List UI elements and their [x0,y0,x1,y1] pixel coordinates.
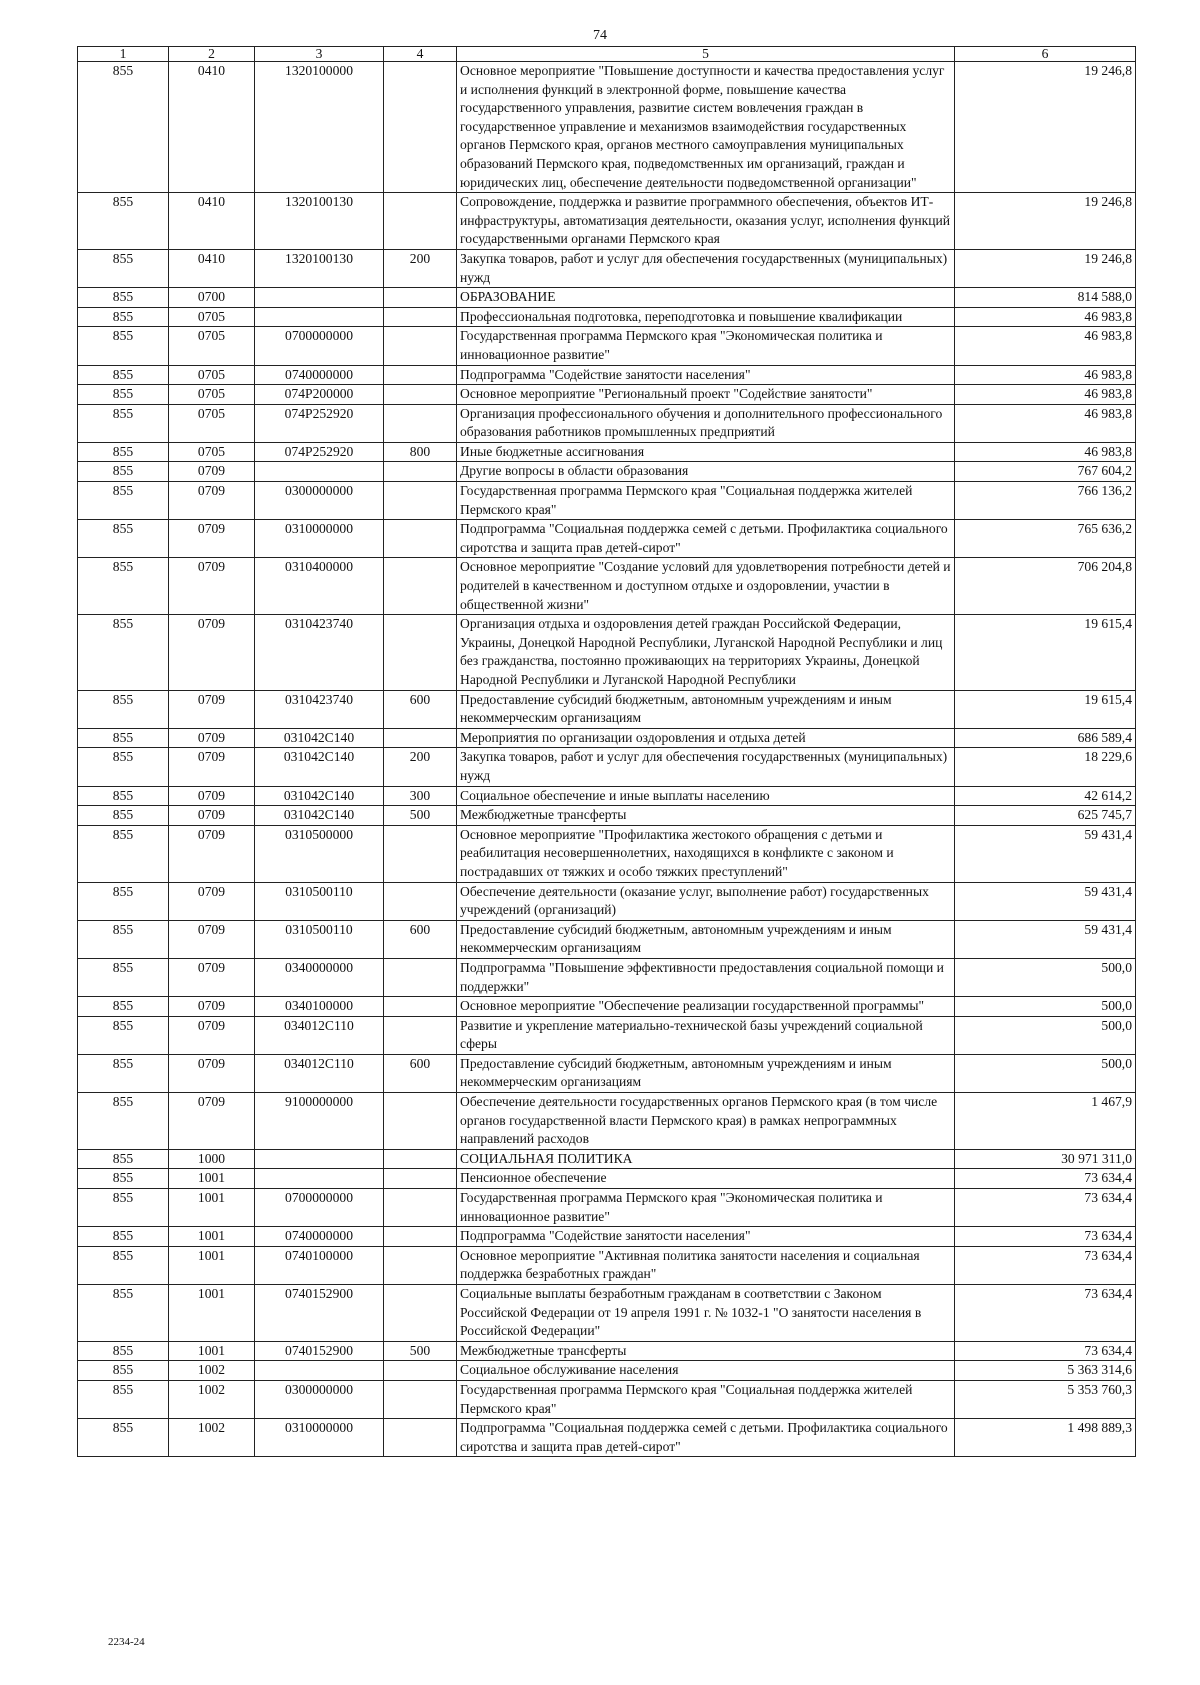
ministry-code-cell: 855 [78,1285,169,1342]
section-code-cell: 1001 [169,1246,255,1284]
ministry-code-cell: 855 [78,327,169,365]
description-cell: Организация отдыха и оздоровления детей граждан Российской Федерации, Украины, Донецкой Народной Республики, Луганской Народной Республики и лиц без гражданства, постоянно проживающих на территориях Украины, Донецкой Народной Республики и Луганской Народной Республики [457,615,955,690]
description-cell: Сопровождение, поддержка и развитие программного обеспечения, объектов ИТ-инфраструктуры, автоматизация деятельности, оказания услуг, исполнения функций государственными органами Пермского края [457,193,955,250]
section-code-cell: 0709 [169,1016,255,1054]
amount-cell: 767 604,2 [955,462,1136,482]
table-row [78,62,1136,193]
section-code-cell: 0709 [169,615,255,690]
description-cell: Предоставление субсидий бюджетным, автономным учреждениям и иным некоммерческим организациям [457,920,955,958]
section-code-cell: 1002 [169,1361,255,1381]
expense-type-cell: 600 [384,1054,457,1092]
expense-type-cell [384,385,457,405]
ministry-code-cell: 855 [78,193,169,250]
amount-cell: 46 983,8 [955,327,1136,365]
ministry-code-cell: 855 [78,1016,169,1054]
amount-cell: 5 353 760,3 [955,1380,1136,1418]
table-row [78,690,1136,728]
target-article-cell [255,1169,384,1189]
table-row [78,806,1136,826]
ministry-code-cell: 855 [78,690,169,728]
ministry-code-cell: 855 [78,1246,169,1284]
target-article-cell: 0310000000 [255,520,384,558]
expense-type-cell [384,365,457,385]
section-code-cell: 1002 [169,1380,255,1418]
ministry-code-cell: 855 [78,615,169,690]
table-row [78,1380,1136,1418]
expense-type-cell [384,404,457,442]
section-code-cell: 0705 [169,385,255,405]
expense-type-cell: 800 [384,442,457,462]
description-cell: Основное мероприятие "Создание условий для удовлетворения потребности детей и родителей в качественном и доступном отдыхе и оздоровлении, участии в общественной жизни" [457,558,955,615]
expense-type-cell [384,825,457,882]
table-row [78,997,1136,1017]
target-article-cell: 0340100000 [255,997,384,1017]
amount-cell: 706 204,8 [955,558,1136,615]
ministry-code-cell: 855 [78,1149,169,1169]
table-row [78,462,1136,482]
table-row [78,1361,1136,1381]
section-code-cell: 1001 [169,1169,255,1189]
ministry-code-cell: 855 [78,558,169,615]
target-article-cell: 9100000000 [255,1093,384,1150]
table-row [78,520,1136,558]
description-cell: Другие вопросы в области образования [457,462,955,482]
target-article-cell: 031042С140 [255,748,384,786]
target-article-cell: 1320100130 [255,193,384,250]
amount-cell: 73 634,4 [955,1169,1136,1189]
target-article-cell: 0740000000 [255,365,384,385]
target-article-cell [255,288,384,308]
description-cell: Государственная программа Пермского края "Экономическая политика и инновационное развитие" [457,1189,955,1227]
ministry-code-cell: 855 [78,1419,169,1457]
target-article-cell: 0700000000 [255,327,384,365]
ministry-code-cell: 855 [78,920,169,958]
amount-cell: 5 363 314,6 [955,1361,1136,1381]
ministry-code-cell: 855 [78,806,169,826]
description-cell: Межбюджетные трансферты [457,806,955,826]
table-row [78,288,1136,308]
table-row [78,1189,1136,1227]
description-cell: ОБРАЗОВАНИЕ [457,288,955,308]
amount-cell: 19 615,4 [955,615,1136,690]
section-code-cell: 0709 [169,482,255,520]
expense-type-cell [384,997,457,1017]
section-code-cell: 0709 [169,1093,255,1150]
ministry-code-cell: 855 [78,1093,169,1150]
target-article-cell: 1320100000 [255,62,384,193]
description-cell: Основное мероприятие "Региональный проект "Содействие занятости" [457,385,955,405]
target-article-cell: 1320100130 [255,249,384,287]
table-row [78,1054,1136,1092]
description-cell: Основное мероприятие "Повышение доступности и качества предоставления услуг и исполнения функций в электронной форме, повышение качества государственного управления, развитие систем вовлечения граждан в государственное управление и механизмов взаимодействия государственных органов Пермского края, органов местного самоуправления муниципальных образований Пермского края, подведомственных им организаций, граждан и юридических лиц, обеспечение деятельности подведомственной организации" [457,62,955,193]
ministry-code-cell: 855 [78,1361,169,1381]
section-code-cell: 0709 [169,786,255,806]
amount-cell: 59 431,4 [955,825,1136,882]
expense-type-cell: 500 [384,1341,457,1361]
expense-type-cell [384,882,457,920]
target-article-cell: 031042С140 [255,728,384,748]
description-cell: Подпрограмма "Социальная поддержка семей с детьми. Профилактика социального сиротства и защита прав детей-сирот" [457,1419,955,1457]
expense-type-cell [384,482,457,520]
description-cell: Мероприятия по организации оздоровления и отдыха детей [457,728,955,748]
table-row [78,728,1136,748]
description-cell: Подпрограмма "Повышение эффективности предоставления социальной помощи и поддержки" [457,958,955,996]
target-article-cell: 0310400000 [255,558,384,615]
table-row [78,249,1136,287]
target-article-cell: 0740000000 [255,1227,384,1247]
section-code-cell: 0709 [169,825,255,882]
table-row [78,1285,1136,1342]
table-body [78,62,1136,1457]
section-code-cell: 1001 [169,1227,255,1247]
amount-cell: 73 634,4 [955,1246,1136,1284]
target-article-cell: 074P252920 [255,404,384,442]
amount-cell: 500,0 [955,1054,1136,1092]
description-cell: Основное мероприятие "Профилактика жестокого обращения с детьми и реабилитация несовершеннолетних, находящихся в конфликте с законом и пострадавших от тяжких и особо тяжких преступлений" [457,825,955,882]
amount-cell: 19 246,8 [955,62,1136,193]
expense-type-cell [384,558,457,615]
expense-type-cell [384,1361,457,1381]
ministry-code-cell: 855 [78,62,169,193]
column-header: 1 [78,47,169,62]
column-header: 5 [457,47,955,62]
amount-cell: 500,0 [955,1016,1136,1054]
table-row [78,1227,1136,1247]
expense-type-cell [384,1246,457,1284]
expense-type-cell: 200 [384,249,457,287]
section-code-cell: 0709 [169,728,255,748]
ministry-code-cell: 855 [78,1380,169,1418]
description-cell: Предоставление субсидий бюджетным, автономным учреждениям и иным некоммерческим организациям [457,690,955,728]
target-article-cell: 0740152900 [255,1285,384,1342]
target-article-cell: 074P200000 [255,385,384,405]
description-cell: Государственная программа Пермского края "Социальная поддержка жителей Пермского края" [457,1380,955,1418]
amount-cell: 42 614,2 [955,786,1136,806]
description-cell: Иные бюджетные ассигнования [457,442,955,462]
section-code-cell: 0700 [169,288,255,308]
expense-type-cell [384,1149,457,1169]
description-cell: Государственная программа Пермского края "Экономическая политика и инновационное развитие" [457,327,955,365]
target-article-cell: 0740152900 [255,1341,384,1361]
expense-type-cell [384,1380,457,1418]
amount-cell: 73 634,4 [955,1341,1136,1361]
expense-type-cell: 300 [384,786,457,806]
section-code-cell: 0709 [169,748,255,786]
ministry-code-cell: 855 [78,1341,169,1361]
table-row [78,825,1136,882]
table-row [78,748,1136,786]
description-cell: Предоставление субсидий бюджетным, автономным учреждениям и иным некоммерческим организациям [457,1054,955,1092]
expense-type-cell [384,958,457,996]
section-code-cell: 0705 [169,365,255,385]
table-row [78,558,1136,615]
expense-type-cell [384,1169,457,1189]
amount-cell: 500,0 [955,958,1136,996]
section-code-cell: 0410 [169,62,255,193]
table-row [78,1093,1136,1150]
section-code-cell: 0410 [169,193,255,250]
expense-type-cell: 600 [384,920,457,958]
section-code-cell: 0705 [169,404,255,442]
expense-type-cell [384,615,457,690]
table-row [78,482,1136,520]
ministry-code-cell: 855 [78,307,169,327]
amount-cell: 30 971 311,0 [955,1149,1136,1169]
section-code-cell: 0709 [169,558,255,615]
amount-cell: 1 498 889,3 [955,1419,1136,1457]
section-code-cell: 0709 [169,690,255,728]
section-code-cell: 0709 [169,958,255,996]
description-cell: СОЦИАЛЬНАЯ ПОЛИТИКА [457,1149,955,1169]
column-header: 3 [255,47,384,62]
section-code-cell: 1000 [169,1149,255,1169]
amount-cell: 18 229,6 [955,748,1136,786]
amount-cell: 766 136,2 [955,482,1136,520]
ministry-code-cell: 855 [78,1227,169,1247]
table-row [78,365,1136,385]
section-code-cell: 1002 [169,1419,255,1457]
section-code-cell: 0709 [169,520,255,558]
expense-type-cell [384,327,457,365]
target-article-cell: 0740100000 [255,1246,384,1284]
target-article-cell: 034012С110 [255,1016,384,1054]
expense-type-cell [384,288,457,308]
ministry-code-cell: 855 [78,825,169,882]
description-cell: Подпрограмма "Содействие занятости населения" [457,1227,955,1247]
table-row [78,1016,1136,1054]
footer-code: 2234-24 [108,1636,145,1648]
table-header-row [78,47,1136,62]
target-article-cell: 074P252920 [255,442,384,462]
target-article-cell: 034012С110 [255,1054,384,1092]
amount-cell: 59 431,4 [955,920,1136,958]
target-article-cell [255,307,384,327]
section-code-cell: 0709 [169,920,255,958]
expense-type-cell [384,728,457,748]
ministry-code-cell: 855 [78,520,169,558]
target-article-cell: 0300000000 [255,1380,384,1418]
amount-cell: 765 636,2 [955,520,1136,558]
column-header: 2 [169,47,255,62]
expense-type-cell [384,462,457,482]
description-cell: Подпрограмма "Содействие занятости населения" [457,365,955,385]
amount-cell: 46 983,8 [955,307,1136,327]
target-article-cell: 0700000000 [255,1189,384,1227]
target-article-cell [255,1361,384,1381]
target-article-cell: 0310500110 [255,920,384,958]
target-article-cell: 0310500110 [255,882,384,920]
ministry-code-cell: 855 [78,442,169,462]
description-cell: Профессиональная подготовка, переподготовка и повышение квалификации [457,307,955,327]
description-cell: Государственная программа Пермского края "Социальная поддержка жителей Пермского края" [457,482,955,520]
target-article-cell: 031042С140 [255,786,384,806]
table-row [78,882,1136,920]
ministry-code-cell: 855 [78,1054,169,1092]
amount-cell: 814 588,0 [955,288,1136,308]
expense-type-cell [384,193,457,250]
ministry-code-cell: 855 [78,1169,169,1189]
description-cell: Подпрограмма "Социальная поддержка семей с детьми. Профилактика социального сиротства и защита прав детей-сирот" [457,520,955,558]
ministry-code-cell: 855 [78,482,169,520]
table-row [78,1419,1136,1457]
amount-cell: 73 634,4 [955,1189,1136,1227]
description-cell: Развитие и укрепление материально-технической базы учреждений социальной сферы [457,1016,955,1054]
amount-cell: 46 983,8 [955,442,1136,462]
table-row [78,1246,1136,1284]
section-code-cell: 1001 [169,1189,255,1227]
section-code-cell: 0709 [169,1054,255,1092]
expense-type-cell [384,1093,457,1150]
section-code-cell: 0705 [169,327,255,365]
target-article-cell: 0340000000 [255,958,384,996]
budget-table [77,46,1136,1457]
amount-cell: 46 983,8 [955,385,1136,405]
description-cell: Закупка товаров, работ и услуг для обеспечения государственных (муниципальных) нужд [457,748,955,786]
table-row [78,1341,1136,1361]
ministry-code-cell: 855 [78,462,169,482]
table-row [78,958,1136,996]
table-row [78,385,1136,405]
table-row [78,442,1136,462]
amount-cell: 73 634,4 [955,1285,1136,1342]
expense-type-cell [384,307,457,327]
description-cell: Обеспечение деятельности (оказание услуг, выполнение работ) государственных учреждений (организаций) [457,882,955,920]
column-header: 4 [384,47,457,62]
description-cell: Межбюджетные трансферты [457,1341,955,1361]
description-cell: Пенсионное обеспечение [457,1169,955,1189]
amount-cell: 73 634,4 [955,1227,1136,1247]
target-article-cell [255,462,384,482]
ministry-code-cell: 855 [78,882,169,920]
amount-cell: 625 745,7 [955,806,1136,826]
ministry-code-cell: 855 [78,997,169,1017]
ministry-code-cell: 855 [78,365,169,385]
ministry-code-cell: 855 [78,1189,169,1227]
ministry-code-cell: 855 [78,786,169,806]
amount-cell: 686 589,4 [955,728,1136,748]
ministry-code-cell: 855 [78,249,169,287]
ministry-code-cell: 855 [78,288,169,308]
section-code-cell: 0705 [169,442,255,462]
amount-cell: 19 246,8 [955,193,1136,250]
ministry-code-cell: 855 [78,404,169,442]
table-row [78,404,1136,442]
amount-cell: 59 431,4 [955,882,1136,920]
section-code-cell: 0410 [169,249,255,287]
expense-type-cell [384,1016,457,1054]
table-row [78,1149,1136,1169]
section-code-cell: 0709 [169,462,255,482]
table-row [78,327,1136,365]
amount-cell: 19 246,8 [955,249,1136,287]
table-row [78,615,1136,690]
expense-type-cell [384,1419,457,1457]
amount-cell: 46 983,8 [955,404,1136,442]
expense-type-cell [384,1189,457,1227]
expense-type-cell [384,1285,457,1342]
page-number: 74 [593,28,607,43]
expense-type-cell: 200 [384,748,457,786]
section-code-cell: 0709 [169,882,255,920]
target-article-cell: 0310423740 [255,615,384,690]
amount-cell: 46 983,8 [955,365,1136,385]
ministry-code-cell: 855 [78,748,169,786]
table-row [78,1169,1136,1189]
description-cell: Социальное обслуживание населения [457,1361,955,1381]
description-cell: Основное мероприятие "Активная политика занятости населения и социальная поддержка безработных граждан" [457,1246,955,1284]
ministry-code-cell: 855 [78,385,169,405]
expense-type-cell [384,520,457,558]
section-code-cell: 1001 [169,1285,255,1342]
ministry-code-cell: 855 [78,728,169,748]
expense-type-cell: 600 [384,690,457,728]
target-article-cell: 0310423740 [255,690,384,728]
target-article-cell: 0310000000 [255,1419,384,1457]
table-row [78,920,1136,958]
section-code-cell: 0709 [169,997,255,1017]
expense-type-cell [384,62,457,193]
amount-cell: 500,0 [955,997,1136,1017]
description-cell: Социальное обеспечение и иные выплаты населению [457,786,955,806]
description-cell: Организация профессионального обучения и дополнительного профессионального образования работников промышленных предприятий [457,404,955,442]
target-article-cell: 0310500000 [255,825,384,882]
amount-cell: 19 615,4 [955,690,1136,728]
target-article-cell [255,1149,384,1169]
expense-type-cell [384,1227,457,1247]
target-article-cell: 031042С140 [255,806,384,826]
description-cell: Социальные выплаты безработным гражданам в соответствии с Законом Российской Федерации от 19 апреля 1991 г. № 1032-1 "О занятости населения в Российской Федерации" [457,1285,955,1342]
expense-type-cell: 500 [384,806,457,826]
target-article-cell: 0300000000 [255,482,384,520]
section-code-cell: 0709 [169,806,255,826]
section-code-cell: 1001 [169,1341,255,1361]
section-code-cell: 0705 [169,307,255,327]
ministry-code-cell: 855 [78,958,169,996]
column-header: 6 [955,47,1136,62]
amount-cell: 1 467,9 [955,1093,1136,1150]
table-row [78,307,1136,327]
description-cell: Обеспечение деятельности государственных органов Пермского края (в том числе органов государственной власти Пермского края) в рамках непрограммных направлений расходов [457,1093,955,1150]
description-cell: Закупка товаров, работ и услуг для обеспечения государственных (муниципальных) нужд [457,249,955,287]
table-row [78,193,1136,250]
description-cell: Основное мероприятие "Обеспечение реализации государственной программы" [457,997,955,1017]
table-row [78,786,1136,806]
